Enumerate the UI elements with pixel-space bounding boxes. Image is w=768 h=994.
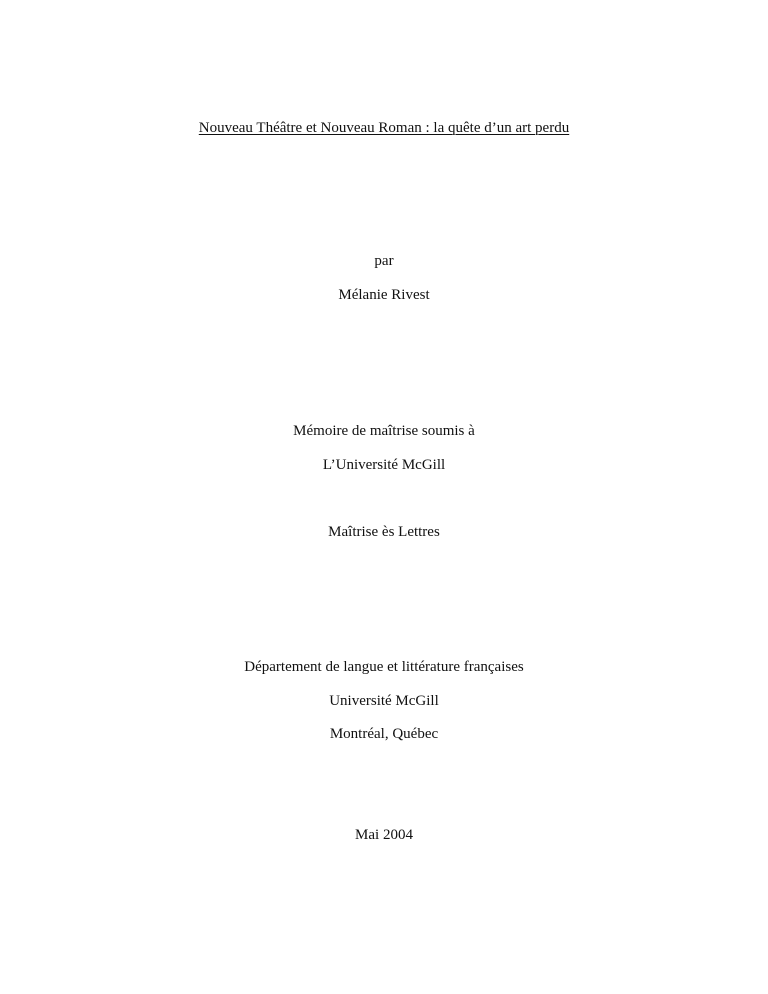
university-name: Université McGill xyxy=(329,693,439,709)
city: Montréal, Québec xyxy=(329,726,439,742)
author-name: Mélanie Rivest xyxy=(338,287,430,303)
department-name: Département de langue et littérature françaises xyxy=(244,659,524,675)
submission-line-1: Mémoire de maîtrise soumis à xyxy=(293,423,475,439)
submission-line-2: L’Université McGill xyxy=(322,457,446,473)
thesis-title: Nouveau Théâtre et Nouveau Roman : la quête d’un art perdu xyxy=(198,120,570,136)
degree: Maîtrise ès Lettres xyxy=(328,524,440,540)
by-label: par xyxy=(374,253,394,269)
date: Mai 2004 xyxy=(355,827,413,843)
